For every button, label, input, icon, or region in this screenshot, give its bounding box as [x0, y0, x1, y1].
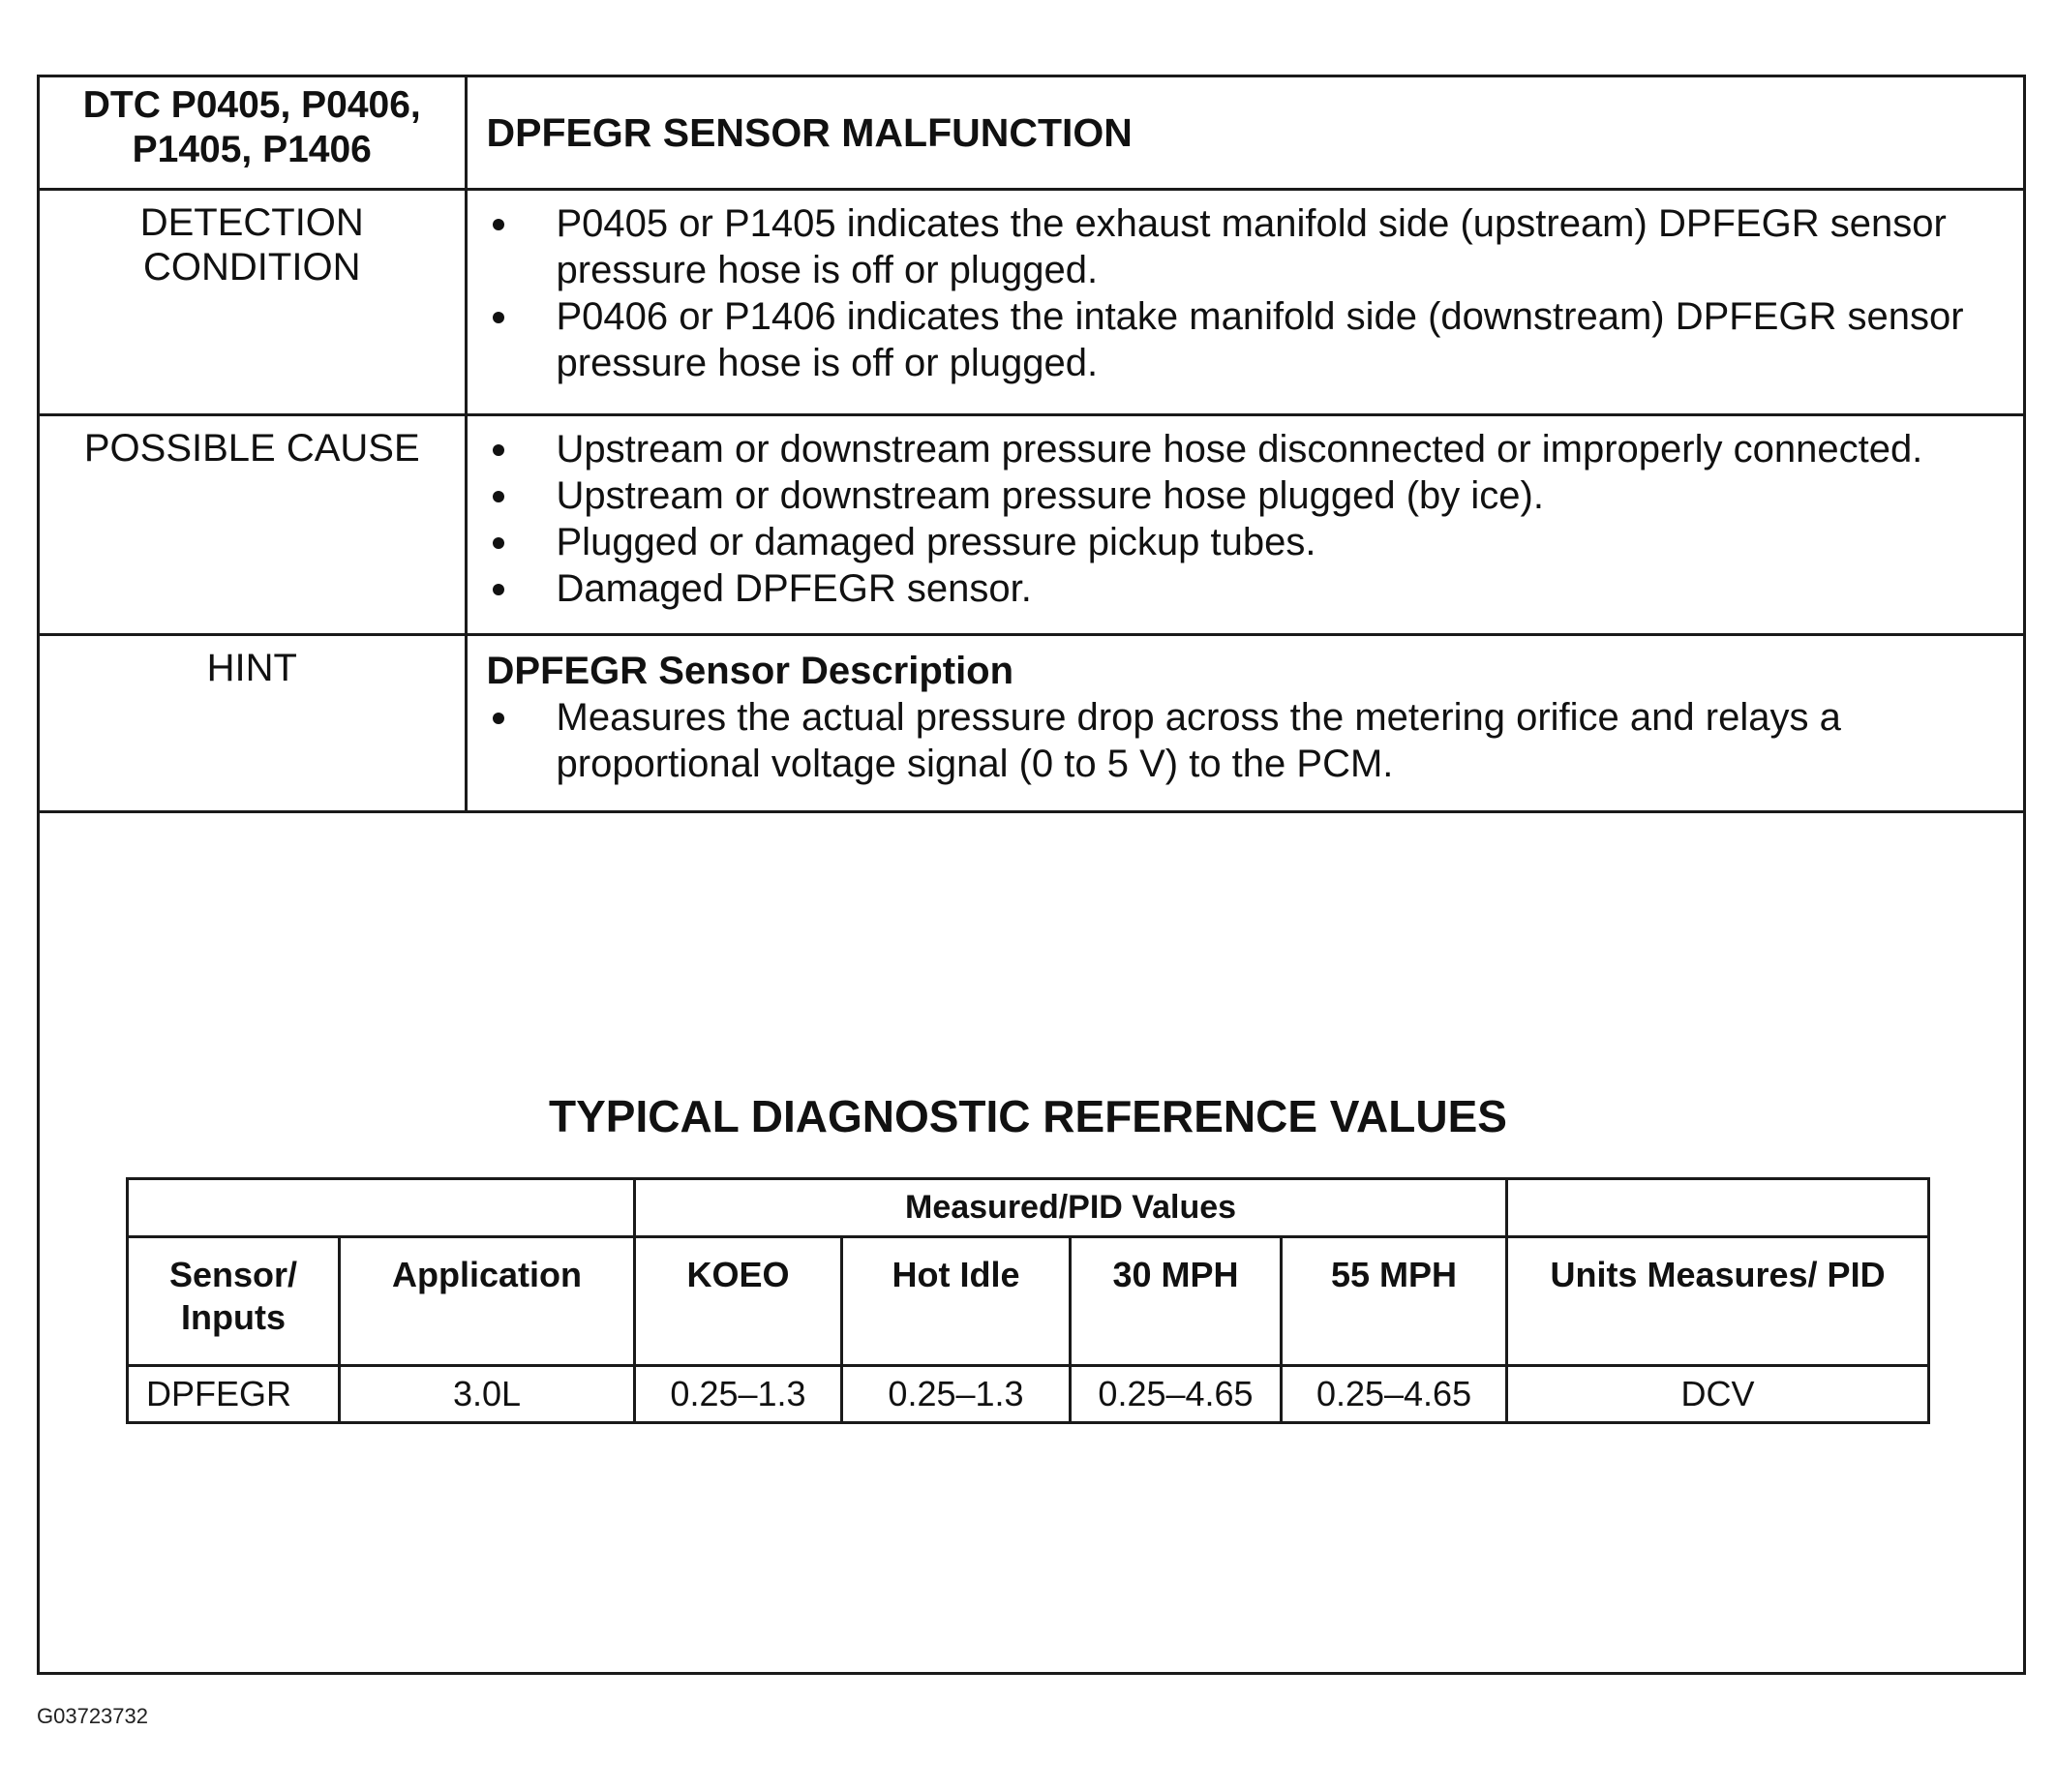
list-item-text: Plugged or damaged pressure pickup tubes. [556, 521, 1316, 563]
table-cell: 0.25–4.65 [1071, 1366, 1282, 1423]
column-header: Sensor/ Inputs [128, 1237, 340, 1366]
list-item [487, 472, 2005, 519]
list-item [487, 200, 2005, 293]
dtc-codes: DTC P0405, P0406, P1405, P1406 [40, 77, 466, 190]
list-item-text: Upstream or downstream pressure hose disconnected or improperly connected. [556, 428, 1923, 471]
list-item-text: Damaged DPFEGR sensor. [556, 567, 1032, 610]
document-frame [37, 75, 2026, 1675]
possible-cause-content [466, 415, 2023, 635]
empty-cell [128, 1179, 635, 1237]
column-header: 55 MPH [1282, 1237, 1507, 1366]
dtc-table [40, 77, 2023, 813]
reference-header-row [128, 1237, 1929, 1366]
possible-cause-list [468, 416, 2024, 612]
table-cell: 0.25–1.3 [842, 1366, 1071, 1423]
detection-list [468, 191, 2024, 386]
detection-label: DETECTION CONDITION [40, 190, 466, 415]
list-item [487, 426, 2005, 472]
list-item [487, 519, 2005, 565]
reference-title: TYPICAL DIAGNOSTIC REFERENCE VALUES [549, 1091, 1507, 1141]
column-header: Units Measures/ PID [1507, 1237, 1929, 1366]
table-cell: DCV [1507, 1366, 1929, 1423]
column-header: KOEO [635, 1237, 842, 1366]
column-header: 30 MPH [1071, 1237, 1282, 1366]
detection-row [40, 190, 2023, 415]
bullet-icon [493, 219, 504, 230]
column-header: Hot Idle [842, 1237, 1071, 1366]
list-item-text: P0406 or P1406 indicates the intake manifold side (downstream) DPFEGR sensor pressure hose is off or plugged. [556, 295, 1964, 384]
reference-table [126, 1177, 1930, 1424]
possible-cause-label: POSSIBLE CAUSE [40, 415, 466, 635]
bullet-icon [493, 584, 504, 595]
bullet-icon [493, 444, 504, 456]
empty-cell [1507, 1179, 1929, 1237]
possible-cause-row [40, 415, 2023, 635]
hint-title: DPFEGR Sensor Description [486, 650, 1014, 692]
table-cell: 0.25–1.3 [635, 1366, 842, 1423]
dtc-header-row [40, 77, 2023, 190]
list-item-text: Measures the actual pressure drop across the metering orifice and relays a proportional voltage signal (0 to 5 V) to the PCM. [556, 696, 1841, 785]
list-item [487, 694, 2005, 787]
bullet-icon [493, 713, 504, 724]
list-item [487, 565, 2005, 612]
list-item-text: P0405 or P1405 indicates the exhaust manifold side (upstream) DPFEGR sensor pressure hose is off or plugged. [556, 202, 1947, 291]
table-row [128, 1366, 1929, 1423]
hint-content [466, 635, 2023, 812]
bullet-icon [493, 491, 504, 502]
table-cell: 3.0L [340, 1366, 635, 1423]
list-item-text: Upstream or downstream pressure hose plugged (by ice). [556, 474, 1544, 517]
group-header: Measured/PID Values [635, 1179, 1507, 1237]
column-header: Application [340, 1237, 635, 1366]
table-cell: 0.25–4.65 [1282, 1366, 1507, 1423]
hint-row [40, 635, 2023, 812]
hint-list [468, 694, 2024, 787]
bullet-icon [493, 537, 504, 549]
list-item [487, 293, 2005, 386]
dtc-title: DPFEGR SENSOR MALFUNCTION [466, 77, 2023, 190]
hint-label: HINT [40, 635, 466, 812]
bullet-icon [493, 312, 504, 323]
figure-id: G03723732 [37, 1704, 148, 1728]
table-cell: DPFEGR [128, 1366, 340, 1423]
reference-group-row [128, 1179, 1929, 1237]
detection-content [466, 190, 2023, 415]
